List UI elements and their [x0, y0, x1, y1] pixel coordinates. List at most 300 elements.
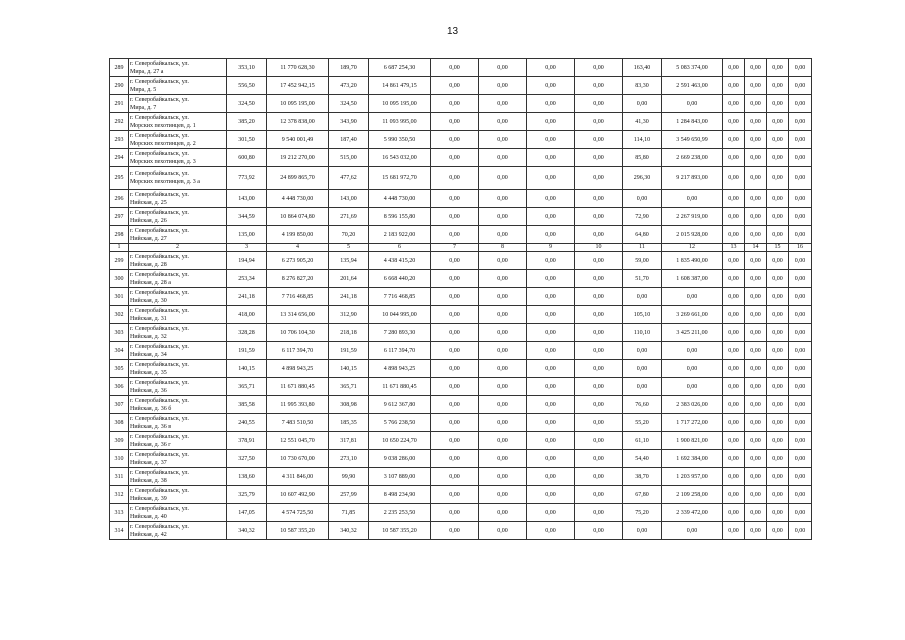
value-cell-5: 189,70	[329, 59, 369, 77]
value-cell-6: 4 438 415,20	[369, 252, 431, 270]
address-street-house: Нийская, д. 36 б	[130, 405, 172, 412]
value-cell-9: 0,00	[527, 396, 575, 414]
value-cell-12: 1 692 384,00	[662, 450, 723, 468]
value-cell-3: 301,50	[227, 131, 267, 149]
value-cell-6: 10 044 995,00	[369, 306, 431, 324]
value-cell-10: 0,00	[575, 288, 623, 306]
value-cell-13: 0,00	[723, 414, 745, 432]
column-number-cell: 4	[267, 244, 329, 252]
value-cell-4: 10 587 355,20	[267, 522, 329, 540]
value-cell-3: 365,71	[227, 378, 267, 396]
value-cell-7: 0,00	[431, 378, 479, 396]
table-row	[110, 288, 812, 306]
value-cell-3: 385,58	[227, 396, 267, 414]
value-cell-5: 271,69	[329, 208, 369, 226]
value-cell-6: 11 093 995,00	[369, 113, 431, 131]
value-cell-9: 0,00	[527, 113, 575, 131]
value-cell-5: 515,00	[329, 149, 369, 167]
value-cell-8: 0,00	[479, 468, 527, 486]
value-cell-12: 1 284 843,00	[662, 113, 723, 131]
row-number-cell: 298	[110, 226, 129, 244]
value-cell-8: 0,00	[479, 414, 527, 432]
value-cell-11: 54,40	[623, 450, 662, 468]
value-cell-9: 0,00	[527, 324, 575, 342]
value-cell-8: 0,00	[479, 504, 527, 522]
value-cell-4: 11 671 880,45	[267, 378, 329, 396]
value-cell-3: 191,59	[227, 342, 267, 360]
value-cell-16: 0,00	[789, 226, 812, 244]
value-cell-14: 0,00	[745, 288, 767, 306]
address-street-house: Нийская, д. 34	[130, 351, 167, 358]
value-cell-15: 0,00	[767, 468, 789, 486]
value-cell-12: 0,00	[662, 378, 723, 396]
value-cell-3: 143,00	[227, 190, 267, 208]
value-cell-9: 0,00	[527, 522, 575, 540]
value-cell-14: 0,00	[745, 504, 767, 522]
value-cell-13: 0,00	[723, 324, 745, 342]
table-row	[110, 342, 812, 360]
address-cell	[129, 450, 227, 468]
address-cell	[129, 432, 227, 450]
value-cell-13: 0,00	[723, 59, 745, 77]
value-cell-6: 8 498 234,90	[369, 486, 431, 504]
value-cell-9: 0,00	[527, 270, 575, 288]
address-city-street: г. Северобайкальск, ул.	[130, 523, 189, 530]
value-cell-14: 0,00	[745, 95, 767, 113]
value-cell-13: 0,00	[723, 226, 745, 244]
value-cell-12: 1 203 957,00	[662, 468, 723, 486]
value-cell-15: 0,00	[767, 190, 789, 208]
address-cell	[129, 59, 227, 77]
address-city-street: г. Северобайкальск, ул.	[130, 343, 189, 350]
address-city-street: г. Северобайкальск, ул.	[130, 227, 189, 234]
value-cell-9: 0,00	[527, 95, 575, 113]
address-city-street: г. Северобайкальск, ул.	[130, 96, 189, 103]
row-number-cell: 292	[110, 113, 129, 131]
value-cell-11: 0,00	[623, 190, 662, 208]
address-city-street: г. Северобайкальск, ул.	[130, 191, 189, 198]
value-cell-12: 1 835 490,00	[662, 252, 723, 270]
value-cell-8: 0,00	[479, 270, 527, 288]
table-row	[110, 324, 812, 342]
value-cell-11: 41,30	[623, 113, 662, 131]
address-cell	[129, 486, 227, 504]
value-cell-13: 0,00	[723, 131, 745, 149]
value-cell-6: 9 612 367,80	[369, 396, 431, 414]
value-cell-11: 0,00	[623, 360, 662, 378]
value-cell-8: 0,00	[479, 450, 527, 468]
value-cell-6: 6 687 254,30	[369, 59, 431, 77]
value-cell-5: 135,94	[329, 252, 369, 270]
value-cell-14: 0,00	[745, 360, 767, 378]
row-number-cell: 289	[110, 59, 129, 77]
value-cell-9: 0,00	[527, 306, 575, 324]
value-cell-8: 0,00	[479, 226, 527, 244]
address-cell	[129, 378, 227, 396]
value-cell-6: 4 448 730,00	[369, 190, 431, 208]
table-row	[110, 378, 812, 396]
value-cell-9: 0,00	[527, 288, 575, 306]
value-cell-4: 10 730 670,00	[267, 450, 329, 468]
value-cell-9: 0,00	[527, 504, 575, 522]
value-cell-15: 0,00	[767, 450, 789, 468]
value-cell-8: 0,00	[479, 288, 527, 306]
value-cell-3: 340,32	[227, 522, 267, 540]
value-cell-9: 0,00	[527, 190, 575, 208]
table-row	[110, 59, 812, 77]
value-cell-12: 2 339 472,00	[662, 504, 723, 522]
value-cell-9: 0,00	[527, 59, 575, 77]
value-cell-14: 0,00	[745, 306, 767, 324]
column-number-cell: 1	[110, 244, 129, 252]
value-cell-8: 0,00	[479, 131, 527, 149]
value-cell-11: 0,00	[623, 522, 662, 540]
value-cell-6: 10 095 195,00	[369, 95, 431, 113]
value-cell-13: 0,00	[723, 77, 745, 95]
row-number-cell: 306	[110, 378, 129, 396]
address-cell	[129, 288, 227, 306]
value-cell-15: 0,00	[767, 167, 789, 190]
value-cell-11: 59,00	[623, 252, 662, 270]
row-number-cell: 301	[110, 288, 129, 306]
value-cell-10: 0,00	[575, 432, 623, 450]
value-cell-7: 0,00	[431, 226, 479, 244]
table-row	[110, 432, 812, 450]
value-cell-7: 0,00	[431, 95, 479, 113]
table-row	[110, 270, 812, 288]
value-cell-4: 7 716 468,85	[267, 288, 329, 306]
address-cell	[129, 414, 227, 432]
value-cell-5: 477,62	[329, 167, 369, 190]
value-cell-8: 0,00	[479, 95, 527, 113]
value-cell-11: 75,20	[623, 504, 662, 522]
value-cell-9: 0,00	[527, 167, 575, 190]
table-row	[110, 95, 812, 113]
value-cell-15: 0,00	[767, 270, 789, 288]
value-cell-12: 3 269 661,00	[662, 306, 723, 324]
address-street-house: Мира, д. 7	[130, 104, 157, 111]
address-city-street: г. Северобайкальск, ул.	[130, 209, 189, 216]
value-cell-5: 201,64	[329, 270, 369, 288]
value-cell-6: 7 280 893,30	[369, 324, 431, 342]
value-cell-3: 600,80	[227, 149, 267, 167]
value-cell-15: 0,00	[767, 208, 789, 226]
value-cell-3: 344,59	[227, 208, 267, 226]
value-cell-12: 2 015 928,00	[662, 226, 723, 244]
value-cell-15: 0,00	[767, 486, 789, 504]
table-row	[110, 190, 812, 208]
value-cell-10: 0,00	[575, 59, 623, 77]
column-number-cell: 15	[767, 244, 789, 252]
value-cell-3: 194,94	[227, 252, 267, 270]
value-cell-16: 0,00	[789, 306, 812, 324]
row-number-cell: 311	[110, 468, 129, 486]
value-cell-16: 0,00	[789, 59, 812, 77]
row-number-cell: 290	[110, 77, 129, 95]
value-cell-12: 0,00	[662, 522, 723, 540]
address-cell	[129, 306, 227, 324]
address-cell	[129, 77, 227, 95]
value-cell-8: 0,00	[479, 378, 527, 396]
value-cell-16: 0,00	[789, 270, 812, 288]
value-cell-14: 0,00	[745, 131, 767, 149]
row-number-cell: 312	[110, 486, 129, 504]
value-cell-13: 0,00	[723, 396, 745, 414]
address-city-street: г. Северобайкальск, ул.	[130, 307, 189, 314]
value-cell-7: 0,00	[431, 149, 479, 167]
row-number-cell: 296	[110, 190, 129, 208]
value-cell-4: 4 574 725,50	[267, 504, 329, 522]
value-cell-11: 76,60	[623, 396, 662, 414]
table-row	[110, 414, 812, 432]
value-cell-7: 0,00	[431, 342, 479, 360]
value-cell-8: 0,00	[479, 167, 527, 190]
value-cell-8: 0,00	[479, 59, 527, 77]
value-cell-5: 365,71	[329, 378, 369, 396]
value-cell-5: 185,35	[329, 414, 369, 432]
value-cell-6: 5 766 238,50	[369, 414, 431, 432]
value-cell-10: 0,00	[575, 252, 623, 270]
value-cell-13: 0,00	[723, 486, 745, 504]
address-cell	[129, 270, 227, 288]
address-street-house: Нийская, д. 31	[130, 315, 167, 322]
value-cell-12: 0,00	[662, 95, 723, 113]
value-cell-8: 0,00	[479, 432, 527, 450]
value-cell-15: 0,00	[767, 414, 789, 432]
address-cell	[129, 522, 227, 540]
value-cell-5: 340,32	[329, 522, 369, 540]
value-cell-12: 9 217 893,00	[662, 167, 723, 190]
value-cell-4: 8 276 827,20	[267, 270, 329, 288]
column-number-cell: 14	[745, 244, 767, 252]
value-cell-10: 0,00	[575, 414, 623, 432]
value-cell-3: 140,15	[227, 360, 267, 378]
value-cell-12: 2 591 463,00	[662, 77, 723, 95]
value-cell-7: 0,00	[431, 504, 479, 522]
address-city-street: г. Северобайкальск, ул.	[130, 114, 189, 121]
table-row	[110, 360, 812, 378]
value-cell-8: 0,00	[479, 486, 527, 504]
value-cell-8: 0,00	[479, 324, 527, 342]
value-cell-3: 135,00	[227, 226, 267, 244]
value-cell-6: 16 543 032,00	[369, 149, 431, 167]
value-cell-16: 0,00	[789, 450, 812, 468]
address-city-street: г. Северобайкальск, ул.	[130, 487, 189, 494]
value-cell-3: 418,00	[227, 306, 267, 324]
value-cell-14: 0,00	[745, 208, 767, 226]
address-city-street: г. Северобайкальск, ул.	[130, 289, 189, 296]
value-cell-12: 0,00	[662, 360, 723, 378]
value-cell-12: 5 083 374,00	[662, 59, 723, 77]
value-cell-16: 0,00	[789, 95, 812, 113]
value-cell-16: 0,00	[789, 113, 812, 131]
address-city-street: г. Северобайкальск, ул.	[130, 171, 189, 177]
address-cell	[129, 396, 227, 414]
value-cell-7: 0,00	[431, 270, 479, 288]
value-cell-4: 7 483 510,50	[267, 414, 329, 432]
value-cell-5: 187,40	[329, 131, 369, 149]
value-cell-15: 0,00	[767, 95, 789, 113]
value-cell-4: 19 212 270,00	[267, 149, 329, 167]
value-cell-3: 378,91	[227, 432, 267, 450]
address-street-house: Нийская, д. 36 в	[130, 423, 172, 430]
value-cell-3: 385,20	[227, 113, 267, 131]
row-number-cell: 314	[110, 522, 129, 540]
value-cell-9: 0,00	[527, 149, 575, 167]
column-number-cell: 16	[789, 244, 812, 252]
value-cell-5: 308,98	[329, 396, 369, 414]
value-cell-3: 353,10	[227, 59, 267, 77]
value-cell-16: 0,00	[789, 131, 812, 149]
column-number-cell: 2	[129, 244, 227, 252]
address-street-house: Нийская, д. 27	[130, 235, 167, 242]
table-row	[110, 113, 812, 131]
value-cell-15: 0,00	[767, 324, 789, 342]
value-cell-7: 0,00	[431, 306, 479, 324]
value-cell-8: 0,00	[479, 522, 527, 540]
value-cell-16: 0,00	[789, 342, 812, 360]
value-cell-6: 9 038 286,00	[369, 450, 431, 468]
address-city-street: г. Северобайкальск, ул.	[130, 433, 189, 440]
value-cell-8: 0,00	[479, 360, 527, 378]
value-cell-14: 0,00	[745, 113, 767, 131]
address-street-house: Нийская, д. 28 а	[130, 279, 171, 286]
value-cell-5: 71,85	[329, 504, 369, 522]
address-cell	[129, 226, 227, 244]
address-cell	[129, 208, 227, 226]
value-cell-6: 14 861 479,15	[369, 77, 431, 95]
value-cell-16: 0,00	[789, 504, 812, 522]
value-cell-16: 0,00	[789, 208, 812, 226]
value-cell-11: 85,80	[623, 149, 662, 167]
value-cell-12: 2 383 026,00	[662, 396, 723, 414]
value-cell-3: 328,28	[227, 324, 267, 342]
value-cell-9: 0,00	[527, 131, 575, 149]
address-cell	[129, 113, 227, 131]
value-cell-8: 0,00	[479, 113, 527, 131]
value-cell-3: 325,79	[227, 486, 267, 504]
value-cell-13: 0,00	[723, 450, 745, 468]
value-cell-15: 0,00	[767, 342, 789, 360]
address-city-street: г. Северобайкальск, ул.	[130, 397, 189, 404]
value-cell-7: 0,00	[431, 486, 479, 504]
value-cell-3: 147,05	[227, 504, 267, 522]
value-cell-9: 0,00	[527, 226, 575, 244]
address-cell	[129, 167, 227, 190]
value-cell-12: 2 267 919,00	[662, 208, 723, 226]
table-row	[110, 131, 812, 149]
row-number-cell: 300	[110, 270, 129, 288]
row-number-cell: 299	[110, 252, 129, 270]
value-cell-10: 0,00	[575, 378, 623, 396]
value-cell-4: 10 607 492,90	[267, 486, 329, 504]
address-cell	[129, 190, 227, 208]
address-street-house: Нийская, д. 39	[130, 495, 167, 502]
row-number-cell: 305	[110, 360, 129, 378]
value-cell-14: 0,00	[745, 77, 767, 95]
value-cell-13: 0,00	[723, 270, 745, 288]
row-number-cell: 303	[110, 324, 129, 342]
value-cell-3: 327,50	[227, 450, 267, 468]
value-cell-8: 0,00	[479, 149, 527, 167]
value-cell-7: 0,00	[431, 324, 479, 342]
value-cell-8: 0,00	[479, 208, 527, 226]
address-cell	[129, 252, 227, 270]
column-number-cell: 13	[723, 244, 745, 252]
value-cell-16: 0,00	[789, 190, 812, 208]
value-cell-5: 218,18	[329, 324, 369, 342]
value-cell-16: 0,00	[789, 522, 812, 540]
value-cell-10: 0,00	[575, 113, 623, 131]
value-cell-4: 6 117 394,70	[267, 342, 329, 360]
value-cell-9: 0,00	[527, 414, 575, 432]
table-row	[110, 252, 812, 270]
value-cell-8: 0,00	[479, 396, 527, 414]
value-cell-5: 99,90	[329, 468, 369, 486]
value-cell-13: 0,00	[723, 252, 745, 270]
column-number-cell: 3	[227, 244, 267, 252]
value-cell-13: 0,00	[723, 167, 745, 190]
value-cell-7: 0,00	[431, 432, 479, 450]
address-street-house: Нийская, д. 32	[130, 333, 167, 340]
address-city-street: г. Северобайкальск, ул.	[130, 415, 189, 422]
value-cell-10: 0,00	[575, 77, 623, 95]
value-cell-3: 138,60	[227, 468, 267, 486]
address-cell	[129, 324, 227, 342]
address-street-house: Нийская, д. 37	[130, 459, 167, 466]
value-cell-14: 0,00	[745, 396, 767, 414]
value-cell-7: 0,00	[431, 167, 479, 190]
value-cell-16: 0,00	[789, 324, 812, 342]
address-cell	[129, 95, 227, 113]
value-cell-5: 343,90	[329, 113, 369, 131]
value-cell-10: 0,00	[575, 468, 623, 486]
value-cell-10: 0,00	[575, 504, 623, 522]
value-cell-5: 324,50	[329, 95, 369, 113]
value-cell-14: 0,00	[745, 252, 767, 270]
value-cell-5: 241,18	[329, 288, 369, 306]
value-cell-15: 0,00	[767, 59, 789, 77]
value-cell-5: 312,90	[329, 306, 369, 324]
value-cell-5: 70,20	[329, 226, 369, 244]
value-cell-4: 6 273 905,20	[267, 252, 329, 270]
value-cell-11: 114,10	[623, 131, 662, 149]
value-cell-8: 0,00	[479, 342, 527, 360]
table-row	[110, 149, 812, 167]
value-cell-11: 296,30	[623, 167, 662, 190]
value-cell-14: 0,00	[745, 167, 767, 190]
value-cell-4: 10 706 104,30	[267, 324, 329, 342]
address-street-house: Нийская, д. 38	[130, 477, 167, 484]
address-cell	[129, 360, 227, 378]
value-cell-13: 0,00	[723, 432, 745, 450]
row-number-cell: 304	[110, 342, 129, 360]
value-cell-15: 0,00	[767, 504, 789, 522]
value-cell-14: 0,00	[745, 414, 767, 432]
address-city-street: г. Северобайкальск, ул.	[130, 379, 189, 386]
value-cell-4: 13 314 656,00	[267, 306, 329, 324]
value-cell-13: 0,00	[723, 504, 745, 522]
value-cell-14: 0,00	[745, 432, 767, 450]
address-street-house: Нийская, д. 36	[130, 387, 167, 394]
address-street-house: Нийская, д. 30	[130, 297, 167, 304]
value-cell-6: 2 183 922,00	[369, 226, 431, 244]
value-cell-10: 0,00	[575, 342, 623, 360]
value-cell-14: 0,00	[745, 149, 767, 167]
value-cell-13: 0,00	[723, 208, 745, 226]
value-cell-13: 0,00	[723, 288, 745, 306]
value-cell-13: 0,00	[723, 378, 745, 396]
